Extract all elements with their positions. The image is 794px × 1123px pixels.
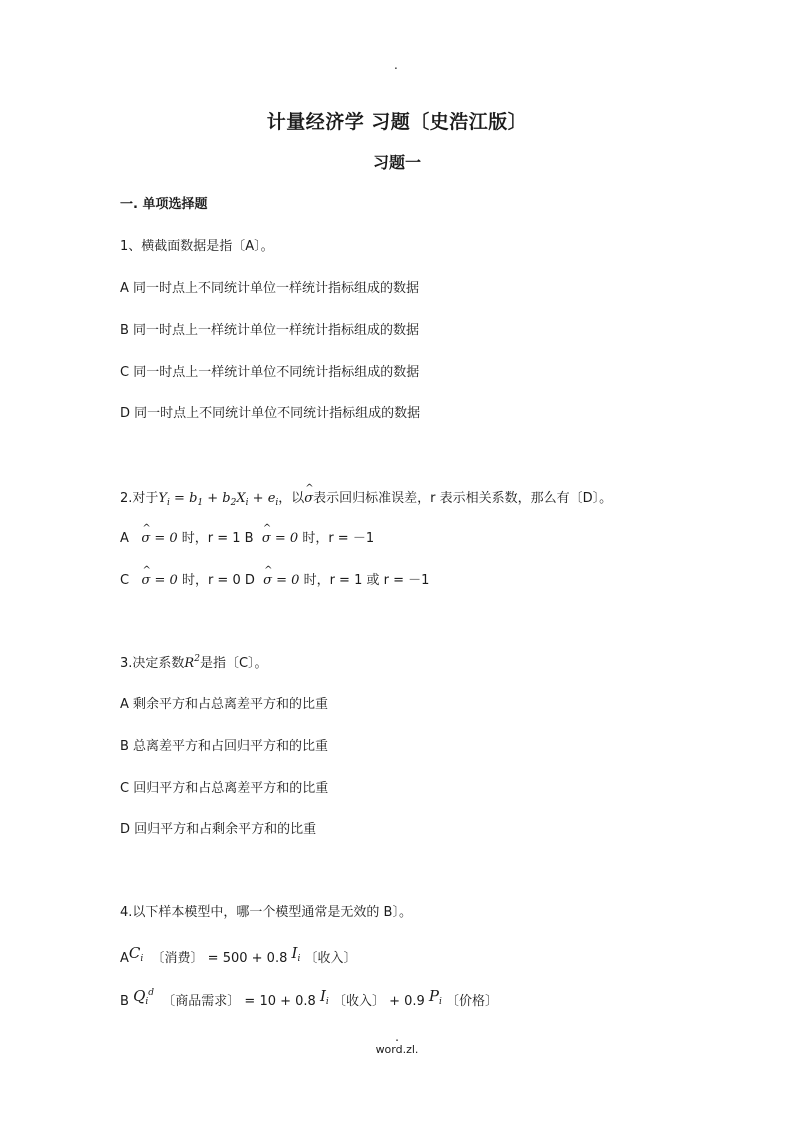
question-3-option-b: B 总离差平方和占回归平方和的比重 xyxy=(120,739,329,754)
regression-model-formula: $Y_i = b_1 + b_2X_i + e_i$ xyxy=(158,491,279,508)
r-squared-symbol: $R^2$ xyxy=(184,654,200,671)
sigma-hat-symbol: ^ σ xyxy=(263,573,272,588)
page-subtitle: 习题一 xyxy=(372,153,421,172)
question-4-stem: 4.以下样本模型中，哪一个模型通常是无效的 B〕。 xyxy=(120,905,412,920)
question-2-prefix: 2.对于 xyxy=(120,491,159,506)
footer-mark: . xyxy=(395,1030,399,1044)
question-3-option-d: D 回归平方和占剩余平方和的比重 xyxy=(120,822,317,837)
sigma-hat-symbol: ^ σ xyxy=(304,491,313,506)
page-title: 计量经济学 习题〔史浩江版〕 xyxy=(266,111,528,133)
header-mark: . xyxy=(394,58,398,72)
question-3-stem: 3.决定系数$R^2$是指〔C〕。 xyxy=(120,654,268,671)
question-4-option-b: B $Q_i^d$ 〔商品需求〕 = 10 + 0.8 $I_i$ 〔收入〕 + 0.9 $P_i$ 〔价格〕 xyxy=(120,987,499,1009)
question-1-option-a: A 同一时点上不同统计单位一样统计指标组成的数据 xyxy=(120,281,420,296)
sigma-hat-symbol: ^ σ xyxy=(262,531,271,546)
question-2-text-2: 表示回归标准误差，r 表示相关系数，那么有〔D〕。 xyxy=(313,491,613,506)
question-1-option-b: B 同一时点上一样统计单位一样统计指标组成的数据 xyxy=(120,323,420,338)
question-3-option-a: A 剩余平方和占总离差平方和的比重 xyxy=(120,697,329,712)
sigma-hat-symbol: ^ σ xyxy=(141,573,150,588)
question-1-option-c: C 同一时点上一样统计单位不同统计指标组成的数据 xyxy=(120,365,420,380)
footer-text: word.zl. xyxy=(375,1043,419,1056)
question-2-stem xyxy=(120,487,612,508)
question-1-option-d: D 同一时点上不同统计单位不同统计指标组成的数据 xyxy=(120,406,421,421)
section-heading: 一. 单项选择题 xyxy=(120,197,208,212)
question-2-options-ab: A ^ σ = 0 时，r = 1 B ^ σ = 0 时，r = －1 xyxy=(120,527,374,546)
question-2-options-cd: C ^ σ = 0 时，r = 0 D ^ σ = 0 时，r = 1 或 r = －1 xyxy=(120,569,429,588)
sigma-hat-symbol: ^ σ xyxy=(141,531,150,546)
question-1-stem: 1、横截面数据是指〔A〕。 xyxy=(120,239,274,254)
question-3-option-c: C 回归平方和占总离差平方和的比重 xyxy=(120,781,329,796)
question-2-text: ，以 xyxy=(278,491,305,506)
question-4-option-a: $AC_i$ 〔消费〕 = 500 + 0.8 $I_i$ 〔收入〕 xyxy=(120,944,357,966)
